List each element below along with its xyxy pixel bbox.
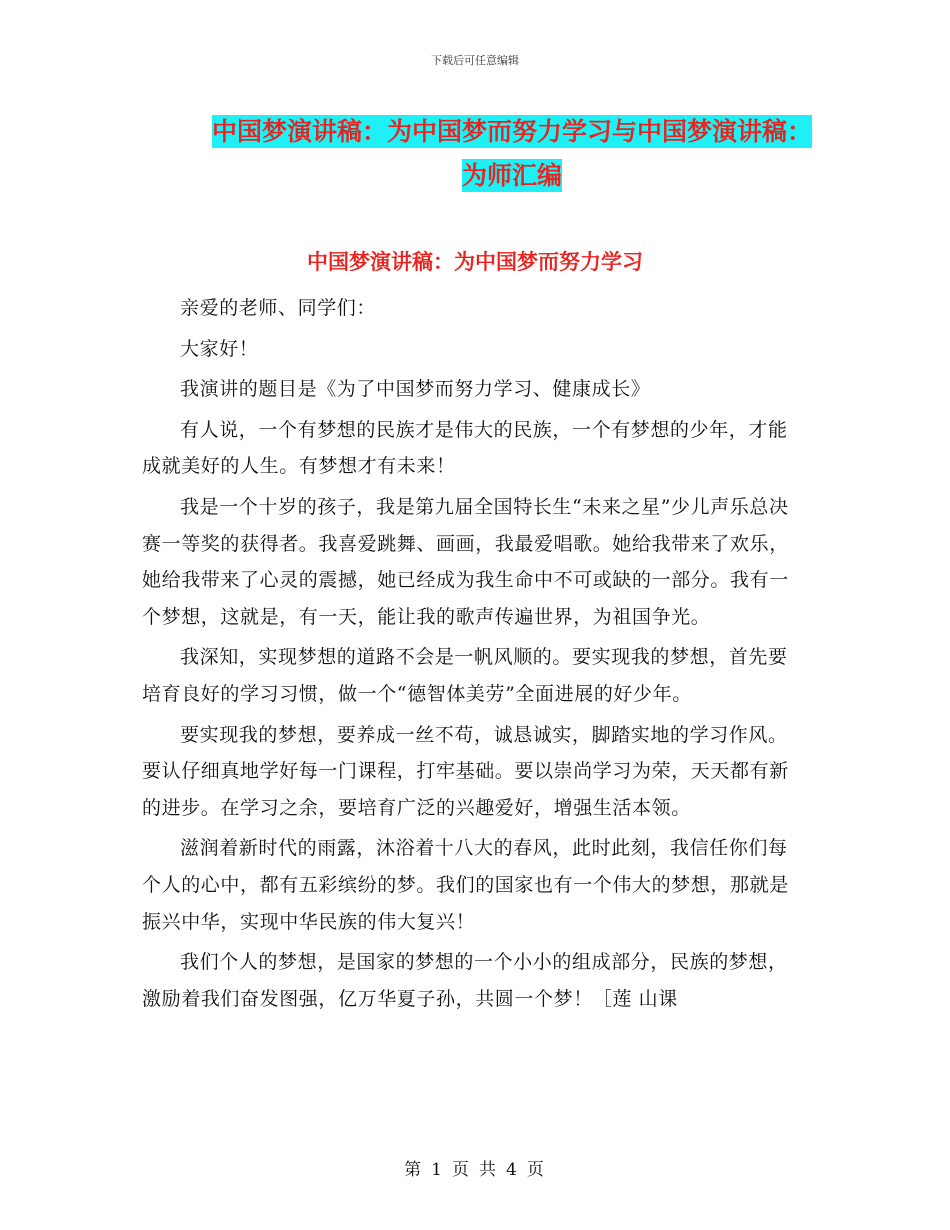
paragraph: 要实现我的梦想，要养成一丝不苟，诚恳诚实，脚踏实地的学习作风。要认仔细真地学好每一门课程，打牢基础。要以崇尚学习为荣，天天都有新的进步。在学习之余，要培育广泛的兴趣爱好，增强生活本领。 <box>142 723 789 819</box>
page-number: 1 <box>431 1160 444 1180</box>
title-line-2: 为师汇编 <box>461 161 562 190</box>
paragraph: 亲爱的老师、同学们： <box>180 297 377 319</box>
paragraph: 有人说，一个有梦想的民族才是伟大的民族，一个有梦想的少年，才能成就美好的人生。有梦想才有未来！ <box>142 418 788 478</box>
paragraph: 我深知，实现梦想的道路不会是一帆风顺的。要实现我的梦想，首先要培育良好的学习习惯，做一个“德智体美劳”全面进展的好少年。 <box>142 646 788 705</box>
paragraph: 大家好！ <box>180 337 259 360</box>
total-pages: 4 <box>506 1160 519 1180</box>
paragraph: 我演讲的题目是《为了中国梦而努力学习、健康成长》 <box>180 378 651 401</box>
page-header: 下载后可任意编辑 <box>431 54 519 67</box>
paragraph: 滋润着新时代的雨露，沐浴着十八大的春风，此时此刻，我信任你们每个人的心中，都有五彩缤纷的梦。我们的国家也有一个伟大的梦想，那就是振兴中华，实现中华民族的伟大复兴！ <box>142 837 789 933</box>
paragraph: 我是一个十岁的孩子，我是第九届全国特长生“未来之星”少儿声乐总决赛一等奖的获得者。我喜爱跳舞、画画，我最爱唱歌。她给我带来了欢乐，她给我带来了心灵的震撼，她已经成为我生命中不可或缺的一部分。我有一个梦想，这就是，有一天，能让我的歌声传遍世界，为祖国争光。 <box>142 495 789 628</box>
footer-gong: 共 <box>479 1160 498 1180</box>
title-line-1: 中国梦演讲稿：为中国梦而努力学习与中国梦演讲稿： <box>211 117 812 146</box>
document-body <box>142 290 802 1021</box>
paragraph: 我们个人的梦想，是国家的梦想的一个小小的组成部分，民族的梦想，激励着我们奋发图强，亿万华夏子孙，共圆一个梦！［莲 山课 <box>142 951 788 1010</box>
page-footer <box>0 1155 950 1180</box>
footer-ye2: 页 <box>526 1160 546 1180</box>
footer-ye: 页 <box>452 1160 471 1180</box>
section-title: 中国梦演讲稿：为中国梦而努力学习 <box>307 250 643 274</box>
footer-di: 第 <box>404 1160 424 1180</box>
document-title <box>192 110 832 198</box>
